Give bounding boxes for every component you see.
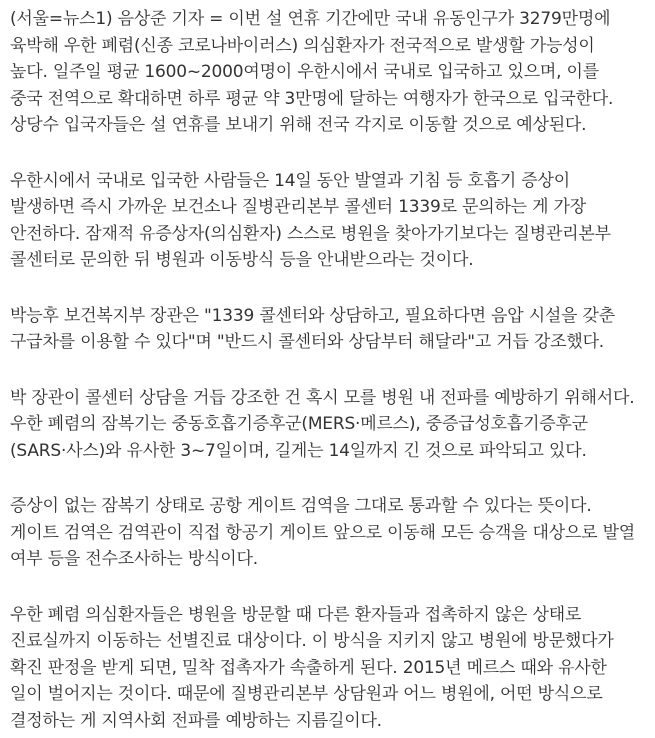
article-paragraph-6: 우한 폐렴 의심환자들은 병원을 방문할 때 다른 환자들과 접촉하지 않은 상태로 진료실까지 이동하는 선별진료 대상이다. 이 방식을 지키지 않고 병원에 방문했다가 확진 판정을 받게 되면, 밀착 접촉자가 속출하게 된다. 2015년 메르스 때와 유사한 일이 벌어지는 것이다. 때문에 질병관리본부 상담원과 어느 병원에, 어떤 방식으로 결정하는 게 지역사회 전파를 예방하는 지름길이다.: [10, 604, 614, 731]
article-paragraph-2: 우한시에서 국내로 입국한 사람들은 14일 동안 발열과 기침 등 호흡기 증상이 발생하면 즉시 가까운 보건소나 질병관리본부 콜센터 1339로 문의하는 게 가장 안전하다. 잠재적 유증상자(의심환자) 스스로 병원을 찾아가기보다는 질병관리본부 콜센터로 문의한 뒤 병원과 이동방식 등을 안내받으라는 것이다.: [10, 170, 611, 270]
article-paragraph-1: (서울=뉴스1) 음상준 기자 = 이번 설 연휴 기간에만 국내 유동인구가 3279만명에 육박해 우한 폐렴(신종 코로나바이러스) 의심환자가 전국적으로 발생할 가능성이 높다. 일주일 평균 1600~2000여명이 우한시에서 국내로 입국하고 있으며, 이를 중국 전역으로 확대하면 하루 평균 약 3만명에 달하는 여행자가 한국으로 입국한다. 상당수 입국자들은 설 연휴를 보내기 위해 전국 각지로 이동할 것으로 예상된다.: [10, 9, 614, 135]
article-paragraph-4: 박 장관이 콜센터 상담을 거듭 강조한 건 혹시 모를 병원 내 전파를 예방하기 위해서다. 우한 폐렴의 잠복기는 중동호흡기증후군(MERS·메르스), 중증급성호흡기증후군(SARS·사스)와 유사한 3~7일이며, 길게는 14일까지 긴 것으로 파악되고 있다.: [10, 387, 635, 461]
article-paragraph-3: 박능후 보건복지부 장관은 "1339 콜센터와 상담하고, 필요하다면 음압 시설을 갖춘 구급차를 이용할 수 있다"며 "반드시 콜센터와 상담부터 해달라"고 거듭 강조했다.: [10, 305, 616, 352]
article-paragraph-5: 증상이 없는 잠복기 상태로 공항 게이트 검역을 그대로 통과할 수 있다는 뜻이다. 게이트 검역은 검역관이 직접 항공기 게이트 앞으로 이동해 모든 승객을 대상으로 발열 여부 등을 전수조사하는 방식이다.: [10, 496, 636, 569]
